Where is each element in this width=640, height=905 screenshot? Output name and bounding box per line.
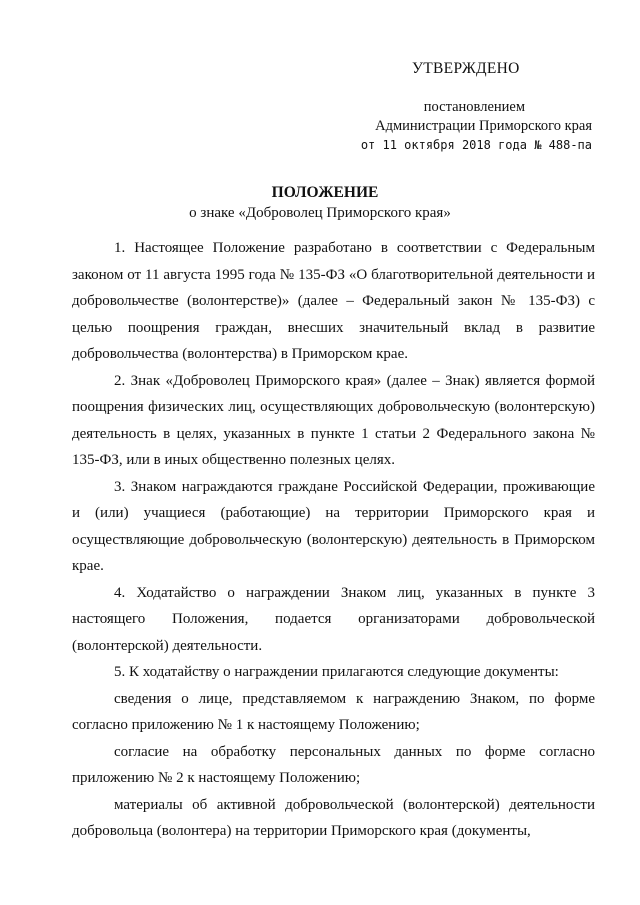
- paragraph-6: сведения о лице, представляемом к награждению Знаком, по форме согласно приложению № 1 к настоящему Положению;: [72, 690, 595, 733]
- approved-label: УТВЕРЖДЕНО: [412, 60, 520, 77]
- document-subtitle: о знаке «Доброволец Приморского края»: [189, 205, 451, 221]
- paragraph-8: материалы об активной добровольческой (волонтерской) деятельности добровольца (волонтера) на территории Приморского края (документы,: [72, 796, 595, 839]
- resolution-line-3: от 11 октября 2018 года № 488-па: [360, 138, 592, 152]
- document-body: [72, 235, 595, 845]
- document-title: ПОЛОЖЕНИЕ: [271, 184, 379, 201]
- paragraph-5: 5. К ходатайству о награждении прилагаются следующие документы:: [114, 664, 559, 680]
- resolution-block: [361, 98, 592, 155]
- paragraph-4: 4. Ходатайство о награждении Знаком лиц, указанных в пункте 3 настоящего Положения, подается организаторами добровольческой (волонтерской) деятельности.: [72, 584, 595, 654]
- resolution-line-2: Администрации Приморского края: [375, 118, 592, 134]
- paragraph-7: согласие на обработку персональных данных по форме согласно приложению № 2 к настоящему Положению;: [72, 743, 595, 786]
- resolution-line-1: постановлением: [423, 99, 526, 115]
- paragraph-2: 2. Знак «Доброволец Приморского края» (далее – Знак) является формой поощрения физических лиц, осуществляющих добровольческую (волонтерскую) деятельность в целях, указанных в пункте 1 статьи 2 Федерального закона № 135-ФЗ, или в иных общественно полезных целях.: [72, 372, 595, 468]
- paragraph-1: 1. Настоящее Положение разработано в соответствии с Федеральным законом от 11 августа 1995 года № 135-ФЗ «О благотворительной деятельности и добровольчестве (волонтерстве)» (далее – Федеральный закон № 135-ФЗ) с целью поощрения граждан, внесших значительный вклад в развитие добровольчества (волонтерства) в Приморском крае.: [72, 240, 595, 362]
- title-block: [0, 183, 640, 223]
- paragraph-3: 3. Знаком награждаются граждане Российской Федерации, проживающие и (или) учащиеся (работающие) на территории Приморского края и осуществляющие добровольческую (волонтерскую) деятельность в Приморском крае.: [72, 478, 595, 574]
